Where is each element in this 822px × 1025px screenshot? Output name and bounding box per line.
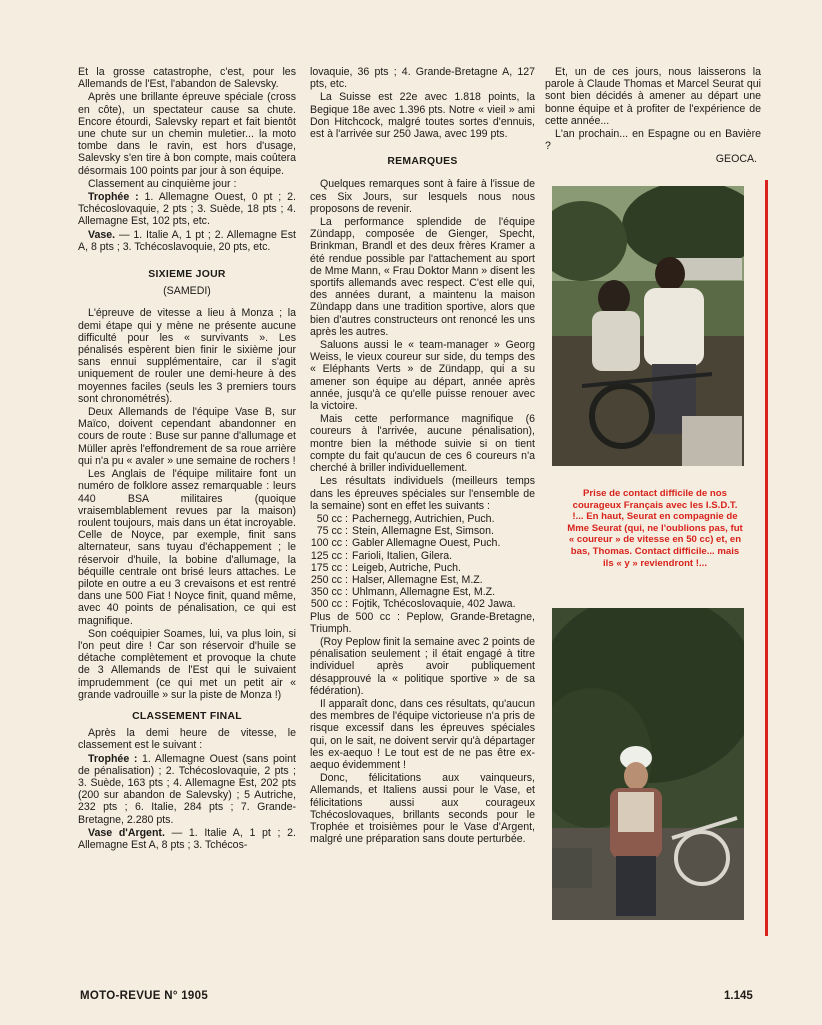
paragraph: La Suisse est 22e avec 1.818 points, la Begique 18e avec 1.396 pts. Notre « vieil » ami Don Hitchcock, malgré toutes sortes d'ennuis, est à l'arrivée sur 250 Jawa, avec 199 pts. (310, 91, 535, 141)
paragraph: Mais cette performance magnifique (6 coureurs à l'arrivée, aucune pénalisation), montre bien la méthode suivie si on tient compte du fait qu'aucun de ces 6 coureurs n'a cherché à briller individuellement. (310, 413, 535, 475)
magazine-issue-footer: MOTO-REVUE N° 1905 (80, 990, 209, 1002)
red-divider-rule (765, 180, 768, 936)
result-winner: Fojtik, Tchécoslovaquie, 402 Jawa. (352, 598, 516, 611)
standings-vase (78, 229, 296, 253)
result-class: 175 cc : (310, 561, 348, 574)
result-class: 125 cc : (310, 549, 348, 562)
paragraph: Classement au cinquième jour : (88, 177, 237, 190)
standings-text: — 1. Italie A, 1 pt ; 2. Allemagne Est A, 8 pts ; 3. Tchécoslavoquie, 20 pts, etc. (78, 228, 296, 253)
individual-results-list (310, 513, 535, 611)
paragraph: Les résultats individuels (meilleurs temps dans les épreuves spéciales sur l'ensemble de la semaine) sont en effet les suivants : (310, 475, 535, 512)
paragraph: lovaquie, 36 pts ; 4. Grande-Bretagne A, 127 pts, etc. (310, 66, 535, 91)
photo-seurat-image (552, 186, 744, 466)
paragraph: L'épreuve de vitesse a lieu à Monza ; la demi étape qui y mène ne présente aucune difficulté pour les « survivants ». Les pénalisés espèrent bien finir le sixième jour sans ennui supplémentaire, car il s'agit uniquement de rouler une demi-heure à des moyennes faciles (seuls les 3 premiers tours sont chronométrés). (78, 307, 296, 405)
result-item (310, 525, 535, 537)
paragraph: Saluons aussi le « team-manager » Georg Weiss, le vieux coureur sur side, du temps des « Eléphants Verts » de Zündapp, qui a su amener son équipe au départ, année après année, jusqu'à ce qu'elle puisse renouer avec la victoire. (310, 339, 535, 413)
paragraph: Et la grosse catastrophe, c'est, pour les Allemands de l'Est, l'abandon de Salevsky. (78, 66, 296, 91)
standings-label: Vase. (88, 228, 116, 241)
paragraph: Plus de 500 cc : Peplow, Grande-Bretagne, Triumph. (310, 610, 535, 635)
photo-thomas (552, 608, 744, 920)
standings-text: — 1. Italie A, 1 pt ; 2. Allemagne Est A, 8 pts ; 3. Tchécos- (78, 826, 296, 851)
article-column-3 (545, 66, 761, 166)
result-winner: Farioli, Italien, Gilera. (352, 549, 453, 562)
result-item (310, 574, 535, 586)
standings-vase-final (78, 827, 296, 851)
author-signature: GEOCA. (715, 153, 757, 166)
section-heading-sixth-day: SIXIEME JOUR (148, 269, 226, 281)
standings-trophy-final (78, 753, 296, 826)
standings-label: Vase d'Argent. (88, 826, 165, 839)
result-class: 100 cc : (310, 537, 348, 550)
result-winner: Halser, Allemagne Est, M.Z. (352, 573, 483, 586)
result-class: 75 cc : (316, 525, 348, 538)
section-subheading: (SAMEDI) (163, 285, 211, 298)
result-item (310, 598, 535, 610)
paragraph: Deux Allemands de l'équipe Vase B, sur Maïco, doivent cependant abandonner en cours de route : Buse sur panne d'allumage et Müller après l'effondrement de sa roue arrière qui n'a pu « avaler » une semaine de rochers ! (78, 406, 296, 467)
photo-seurat (552, 186, 744, 466)
result-item (310, 537, 535, 549)
paragraph: Son coéquipier Soames, lui, va plus loin, si l'on peut dire ! Car son réservoir d'huile se détache complètement et provoque la chute de 3 Allemands de l'Est qui le suivaient imprudemment (ce qui met un petit air « grande vadrouille » sur la piste de Monza !) (78, 627, 296, 701)
result-item (310, 586, 535, 598)
result-winner: Stein, Allemagne Est, Simson. (352, 525, 494, 538)
paragraph: Il apparaît donc, dans ces résultats, qu'aucun des membres de l'équipe victorieuse n'a pris de risque excessif dans les épreuves spéciales qui, on le sait, ne doivent servir qu'à départager les ex-aequo ! Le tout est de ne pas être ex-aequo évidemment ! (310, 697, 535, 771)
article-column-1 (78, 66, 296, 852)
result-winner: Leigeb, Autriche, Puch. (352, 561, 461, 574)
standings-text: 1. Allemagne Ouest (sans point de pénalisation) ; 2. Tchécoslovaquie, 2 pts ; 3. Suède, 163 pts ; 4. Allemagne Est, 202 pts (200 sur abandon de Salevsky) ; 5 Autriche, 232 pts ; 6. Italie, 284 pts ; 7. Grande-Bretagne, 2.280 pts. (78, 752, 296, 826)
result-winner: Gabler Allemagne Ouest, Puch. (352, 537, 501, 550)
result-item (310, 513, 535, 525)
paragraph: Après une brillante épreuve spéciale (cross en côte), un spectateur cause sa chute. Encore étourdi, Salevsky repart et fait bientôt une chute sur un chemin muletier... la moto tombe dans le ravin, est hors d'usage, Salevsky s'en tire à bon compte, mais coûtera désormais 100 points par jour à son équipe. (78, 91, 296, 177)
standings-trophy (78, 191, 296, 228)
paragraph: Après la demi heure de vitesse, le classement est le suivant : (78, 727, 296, 752)
result-item (310, 550, 535, 562)
photo-caption: Prise de contact difficile de nos courageux Français avec les I.S.D.T. !... En haut, Seurat en compagnie de Mme Seurat (qui, ne l'oublions pas, fut « coureur » de vitesse en 50 cc) et, en bas, Thomas. Contact difficile... mais ils « y » reviendront !... (567, 488, 743, 569)
result-class: 250 cc : (310, 573, 348, 586)
paragraph: (Roy Peplow finit la semaine avec 2 points de pénalisation seulement ; il était engagé à titre individuel après avoir publiquement désapprouvé la « politique sportive » de sa fédération). (310, 635, 535, 697)
paragraph: Donc, félicitations aux vainqueurs, Allemands, et Italiens aussi pour le Vase, et félicitations aussi aux courageux Tchécoslovaques, brillants seconds pour le Trophée et troisièmes pour le Vase d'Argent, malgré une préparation sans doute perturbée. (310, 772, 535, 846)
result-winner: Pachernegg, Autrichien, Puch. (352, 512, 495, 525)
section-heading-remarks: REMARQUES (387, 156, 458, 168)
standings-label: Trophée : (88, 752, 138, 765)
paragraph: Et, un de ces jours, nous laisserons la parole à Claude Thomas et Marcel Seurat qui sont bien décidés à amener au départ une bonne équipe et à profiter de l'expérience de cette année... (545, 66, 761, 127)
article-column-2 (310, 66, 535, 846)
paragraph: Quelques remarques sont à faire à l'issue de ces Six Jours, sur lesquels nous nous proposons de revenir. (310, 178, 535, 215)
result-class: 50 cc : (316, 512, 348, 525)
paragraph: L'an prochain... en Espagne ou en Bavière ? (545, 128, 761, 153)
result-class: 500 cc : (310, 598, 348, 611)
paragraph: La performance splendide de l'équipe Zündapp, composée de Gienger, Specht, Brinkman, Brandl et des deux frères Kramer a été rendue possible par l'attachement au sport de Mme Mann, « Frau Doktor Mann » disent les sportifs allemands avec respect. C'est elle qui, des années durant, a maintenu la maison Zündapp dans une tradition sportive, alors que bien d'autres constructeurs ont renoncé les uns après les autres. (310, 216, 535, 338)
result-class: 350 cc : (310, 586, 348, 599)
standings-label: Trophée : (88, 191, 139, 204)
photo-thomas-image (552, 608, 744, 920)
standings-text: 1. Allemagne Ouest, 0 pt ; 2. Tchécoslovaquie, 2 pts ; 3. Suède, 18 pts ; 4. Allemagne Est, 102 pts, etc. (78, 191, 296, 228)
paragraph: Les Anglais de l'équipe militaire font un numéro de folklore assez remarquable : leurs 440 BSA militaires (quoique vraisemblablement revues par la maison) roulent toujours, mais dans un état incroyable. Celle de Noyce, par exemple, finit sans alternateur, sans tuyau d'échappement ; le réservoir d'huile, la bobine d'allumage, la béquille centrale ont brisé leurs attaches. Le pilote en outre a eu 3 crevaisons et est rentré dans une 500 Fiat ! Noyce finit, quand même, avec 40 points de pénalisation, ce qui est magnifique. (78, 468, 296, 627)
section-heading-final-standings: CLASSEMENT FINAL (132, 710, 242, 722)
result-winner: Uhlmann, Allemagne Est, M.Z. (352, 586, 496, 599)
result-item (310, 562, 535, 574)
page-number: 1.145 (724, 990, 753, 1002)
